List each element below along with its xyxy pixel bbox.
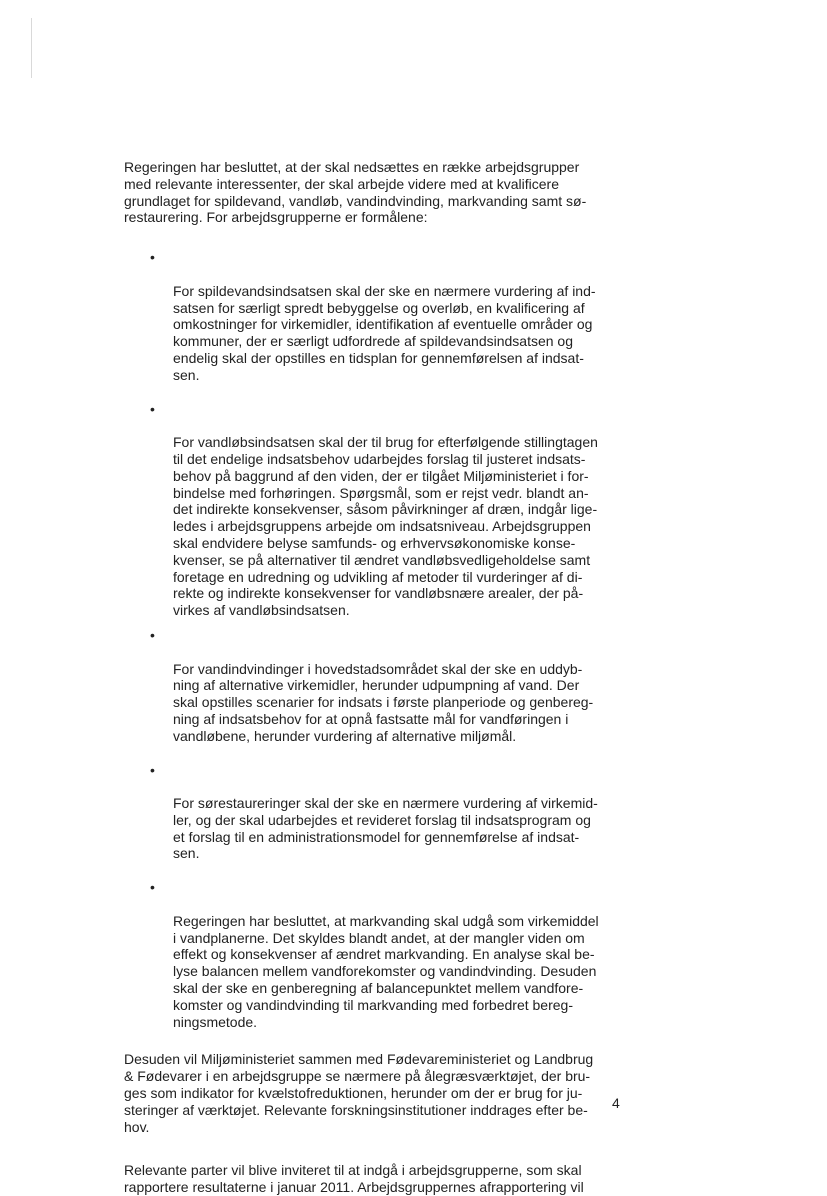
scan-artifact-line bbox=[31, 18, 32, 78]
page-number: 4 bbox=[612, 1095, 620, 1111]
bullet-icon: • bbox=[150, 400, 155, 417]
objectives-list bbox=[124, 249, 624, 1030]
bullet-icon: • bbox=[150, 761, 155, 778]
bullet-icon: • bbox=[150, 879, 155, 896]
bullet-text: For vandindvindinger i hovedstadsområdet skal der ske en uddyb- ning af alternative virkemidler, herunder udpumpning af vand. Der skal opstilles scenarier for indsats i første planperiode og genbereg- ning af indsatsbehov for at opnå fastsatte mål for vandføringen i vandløbene, herunder vurdering af alternative miljømål. bbox=[173, 660, 594, 744]
bullet-text: For spildevandsindsatsen skal der ske en nærmere vurdering af ind- satsen for særligt spredt bebyggelse og overløb, en kvalificering af omkostninger for virkemidler, identifikation af eventuelle områder og kommuner, der er særligt udfordrede af spildevandsindsatsen og endelig skal der opstilles en tidsplan for gennemførelsen af indsat- sen. bbox=[173, 282, 596, 383]
intro-paragraph: Regeringen har besluttet, at der skal nedsættes en række arbejdsgrupper med relevante interessenter, der skal arbejde videre med at kvalificere grundlaget for spildevand, vandløb, vandindvinding, markvanding samt sø- restaurering. For arbejdsgrupperne er formålene: bbox=[124, 159, 587, 226]
bullet-text: Regeringen har besluttet, at markvanding skal udgå som virkemiddel i vandplanerne. Det skyldes blandt andet, at der mangler viden om effekt og konsekvenser af ændret markvanding. En analyse skal be- lyse balancen mellem vandforekomster og vandindvinding. Desuden skal der ske en genberegning af balancepunktet mellem vandfore- komster og vandindvinding til markvanding med forbedret bereg- ningsmetode. bbox=[173, 912, 599, 1030]
bullet-markvanding bbox=[124, 879, 624, 1030]
bullet-text: For vandløbsindsatsen skal der til brug for efterfølgende stillingtagen til det endelige indsatsbehov udarbejdes forslag til justeret indsats- behov på baggrund af den viden, der er tilgået Miljøministeriet i for- bindelse med forhøringen. Spørgsmål, som er rejst vedr. blandt an- det indirekte konsekvenser, såsom påvirkninger af dræn, indgår lige- ledes i arbejdsgruppens arbejde om indsatsniveau. Arbejdsgruppen skal endvidere belyse samfunds- og erhvervsøkonomiske konse- kvenser, se på alternativer til ændret vandløbsvedligeholdelse samt foretage en udredning og udvikling af metoder til vurderinger af di- rekte og indirekte konsekvenser for vandløbsnære arealer, der på- virkes af vandløbsindsatsen. bbox=[173, 434, 598, 619]
paragraph-aalegraes: Desuden vil Miljøministeriet sammen med Fødevareministeriet og Landbrug & Fødevarer i en arbejdsgruppe se nærmere på ålegræsværktøjet, der bru- ges som indikator for kvælstofreduktionen, herunder om der er brug for ju- steringer af værktøjet. Relevante forskningsinstitutioner inddrages efter be- hov. bbox=[124, 1051, 594, 1135]
bullet-soerestaurering bbox=[124, 762, 624, 863]
bullet-vandindvinding bbox=[124, 627, 624, 745]
document-body bbox=[124, 159, 624, 1196]
bullet-icon: • bbox=[150, 626, 155, 643]
bullet-vandloeb bbox=[124, 401, 624, 619]
paragraph-parter: Relevante parter vil blive inviteret til at indgå i arbejdsgrupperne, som skal rapportere resultaterne i januar 2011. Arbejdsgruppernes afrapportering vil bbox=[124, 1162, 584, 1196]
bullet-icon: • bbox=[150, 249, 155, 266]
bullet-spildevand bbox=[124, 249, 624, 383]
bullet-text: For sørestaureringer skal der ske en nærmere vurdering af virkemid- ler, og der skal udarbejdes et revideret forslag til indsatsprogram og et forslag til en administrationsmodel for gennemførelse af indsat- sen. bbox=[173, 795, 598, 862]
